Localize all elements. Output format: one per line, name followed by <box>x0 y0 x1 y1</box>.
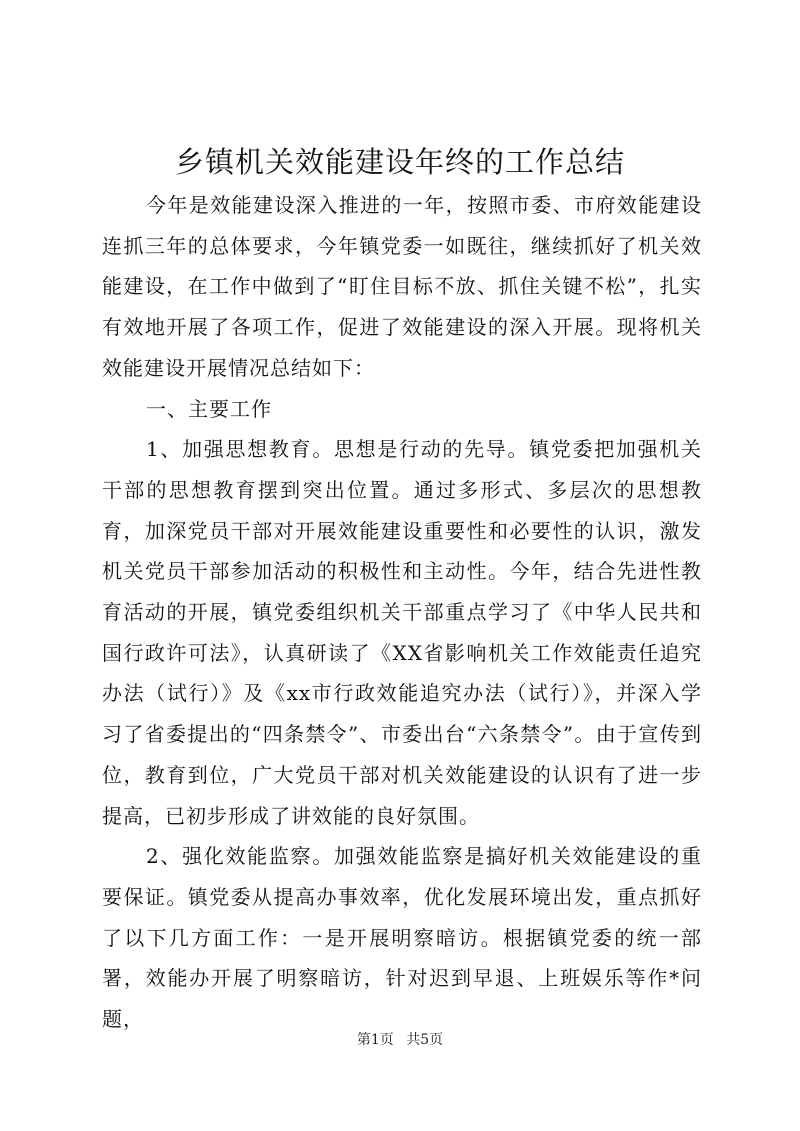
document-title: 乡镇机关效能建设年终的工作总结 <box>174 145 625 179</box>
paragraph-efficiency-supervision: 2、强化效能监察。加强效能监察是搞好机关效能建设的重要保证。镇党委从提高办事效率，优化发展环境出发，重点抓好了以下几方面工作：一是开展明察暗访。根据镇党委的统一部署，效能办开展了明察暗访，针对迟到早退、上班娱乐等作*问题， <box>102 844 702 1032</box>
page-number: 第1页 <box>356 1032 394 1048</box>
intro-paragraph: 今年是效能建设深入推进的一年，按照市委、市府效能建设连抓三年的总体要求，今年镇党委一如既往，继续抓好了机关效能建设，在工作中做到了“盯住目标不放、抓住关键不松”，扎实有效地开展了各项工作，促进了效能建设的深入开展。现将机关效能建设开展情况总结如下： <box>102 193 702 380</box>
paragraph-thought-education: 1、加强思想教育。思想是行动的先导。镇党委把加强机关干部的思想教育摆到突出位置。通过多形式、多层次的思想教育，加深党员干部对开展效能建设重要性和必要性的认识，激发机关党员干部参加活动的积极性和主动性。今年，结合先进性教育活动的开展，镇党委组织机关干部重点学习了《中华人民共和国行政许可法》，认真研读了《XX省影响机关工作效能责任追究办法（试行）》及《xx市行政效能追究办法（试行）》，并深入学习了省委提出的“四条禁令”、市委出台“六条禁令”。由于宣传到位，教育到位，广大党员干部对机关效能建设的认识有了进一步提高，已初步形成了讲效能的良好氛围。 <box>102 437 702 828</box>
total-pages: 共5页 <box>406 1032 444 1048</box>
section-heading: 一、主要工作 <box>146 396 272 421</box>
document-body <box>102 185 702 1040</box>
page-footer <box>0 1029 800 1049</box>
